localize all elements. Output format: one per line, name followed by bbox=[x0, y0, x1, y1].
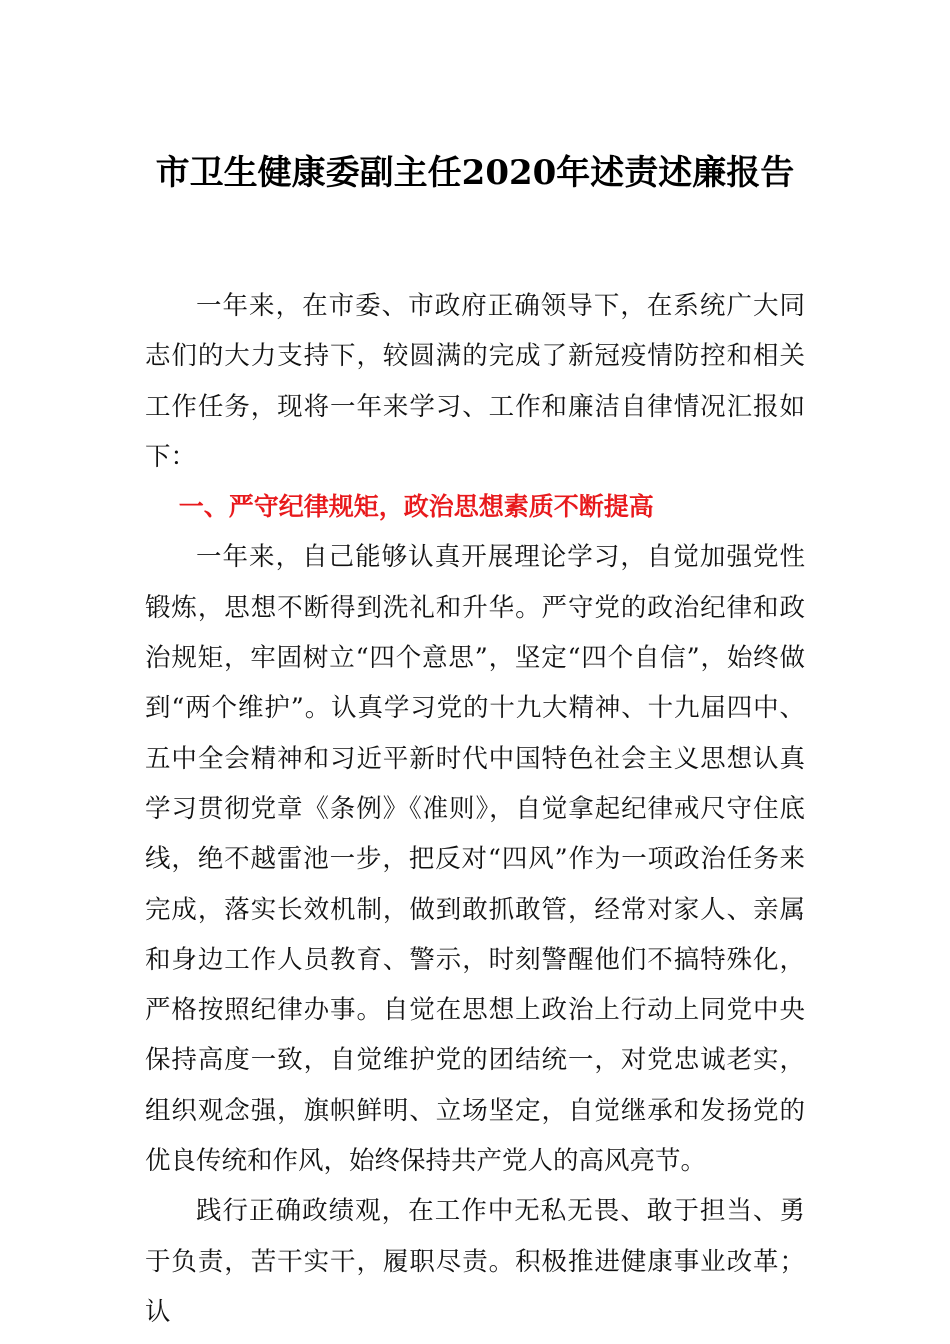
section-heading-1: 一、严守纪律规矩，政治思想素质不断提高 bbox=[178, 492, 654, 522]
intro-paragraph: 一年来，在市委、市政府正确领导下，在系统广大同志们的大力支持下，较圆满的完成了新冠疫情防控和相关工作任务，现将一年来学习、工作和廉洁自律情况汇报如下： bbox=[145, 291, 805, 472]
document-title: 市卫生健康委副主任2020年述责述廉报告 bbox=[155, 153, 795, 193]
section-1-paragraph-2: 践行正确政绩观，在工作中无私无畏、敢于担当、勇于负责，苦干实干，履职尽责。积极推进健康事业改革；认 bbox=[145, 1196, 805, 1327]
document-body bbox=[145, 281, 805, 1337]
section-1-paragraph-1: 一年来，自己能够认真开展理论学习，自觉加强党性锻炼，思想不断得到洗礼和升华。严守党的政治纪律和政治规矩，牢固树立“四个意思”，坚定“四个自信”，始终做到“两个维护”。认真学习党的十九大精神、十九届四中、五中全会精神和习近平新时代中国特色社会主义思想认真学习贯彻党章《条例》《准则》，自觉拿起纪律戒尺守住底线，绝不越雷池一步，把反对“四风”作为一项政治任务来完成，落实长效机制，做到敢抓敢管，经常对家人、亲属和身边工作人员教育、警示，时刻警醒他们不搞特殊化，严格按照纪律办事。自觉在思想上政治上行动上同党中央保持高度一致，自觉维护党的团结统一，对党忠诚老实，组织观念强，旗帜鲜明、立场坚定，自觉继承和发扬党的优良传统和作风，始终保持共产党人的高风亮节。 bbox=[145, 542, 805, 1177]
